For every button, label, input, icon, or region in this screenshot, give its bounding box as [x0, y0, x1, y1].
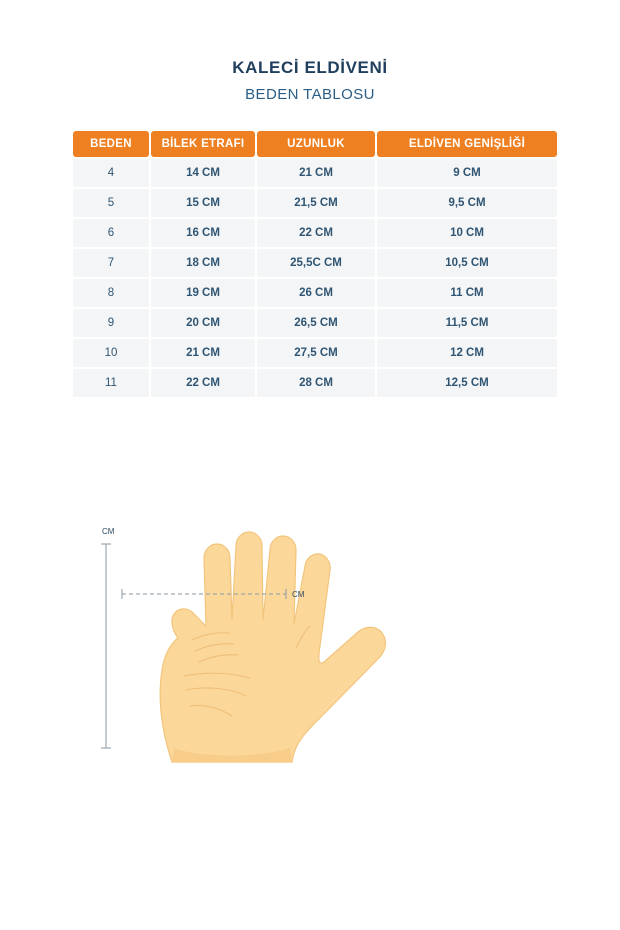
vertical-measure-guide	[101, 544, 111, 748]
table-header-row	[73, 131, 557, 157]
cell-beden: 4	[73, 159, 149, 187]
cell-uzunluk: 26 CM	[257, 279, 375, 307]
cell-bilek: 20 CM	[151, 309, 255, 337]
horizontal-cm-label: CM	[292, 590, 305, 599]
cell-uzunluk: 21 CM	[257, 159, 375, 187]
cell-beden: 8	[73, 279, 149, 307]
cell-genislik: 12,5 CM	[377, 369, 557, 397]
column-header-uzunluk: UZUNLUK	[257, 131, 375, 157]
cell-uzunluk: 28 CM	[257, 369, 375, 397]
page-title	[0, 0, 620, 103]
cell-genislik: 11,5 CM	[377, 309, 557, 337]
size-table	[71, 129, 559, 399]
cell-beden: 10	[73, 339, 149, 367]
cell-bilek: 15 CM	[151, 189, 255, 217]
hand-shape	[160, 532, 385, 762]
cell-beden: 7	[73, 249, 149, 277]
title-main: KALECİ ELDİVENİ	[232, 58, 388, 77]
table-row	[73, 369, 557, 397]
table-row	[73, 309, 557, 337]
cell-uzunluk: 21,5 CM	[257, 189, 375, 217]
hand-illustration	[160, 532, 385, 762]
cell-beden: 9	[73, 309, 149, 337]
cell-genislik: 10 CM	[377, 219, 557, 247]
table-row	[73, 219, 557, 247]
table-row	[73, 339, 557, 367]
vertical-cm-label: CM	[102, 527, 115, 536]
cell-bilek: 14 CM	[151, 159, 255, 187]
cell-genislik: 11 CM	[377, 279, 557, 307]
table-row	[73, 249, 557, 277]
cell-bilek: 18 CM	[151, 249, 255, 277]
cell-genislik: 9 CM	[377, 159, 557, 187]
cell-bilek: 19 CM	[151, 279, 255, 307]
size-table-wrap	[71, 129, 549, 399]
cell-uzunluk: 26,5 CM	[257, 309, 375, 337]
cell-uzunluk: 25,5C CM	[257, 249, 375, 277]
column-header-beden: BEDEN	[73, 131, 149, 157]
table-row	[73, 189, 557, 217]
cell-uzunluk: 27,5 CM	[257, 339, 375, 367]
cell-beden: 5	[73, 189, 149, 217]
title-subtitle: BEDEN TABLOSU	[245, 86, 375, 103]
cell-bilek: 22 CM	[151, 369, 255, 397]
column-header-eldiven-genisligi: ELDİVEN GENİŞLİĞİ	[377, 131, 557, 157]
table-row	[73, 279, 557, 307]
cell-uzunluk: 22 CM	[257, 219, 375, 247]
hand-measurement-illustration	[0, 520, 620, 790]
table-row	[73, 159, 557, 187]
cell-genislik: 10,5 CM	[377, 249, 557, 277]
cell-beden: 11	[73, 369, 149, 397]
column-header-bilek-etrafi: BİLEK ETRAFI	[151, 131, 255, 157]
cell-bilek: 16 CM	[151, 219, 255, 247]
cell-genislik: 9,5 CM	[377, 189, 557, 217]
cell-genislik: 12 CM	[377, 339, 557, 367]
cell-bilek: 21 CM	[151, 339, 255, 367]
cell-beden: 6	[73, 219, 149, 247]
